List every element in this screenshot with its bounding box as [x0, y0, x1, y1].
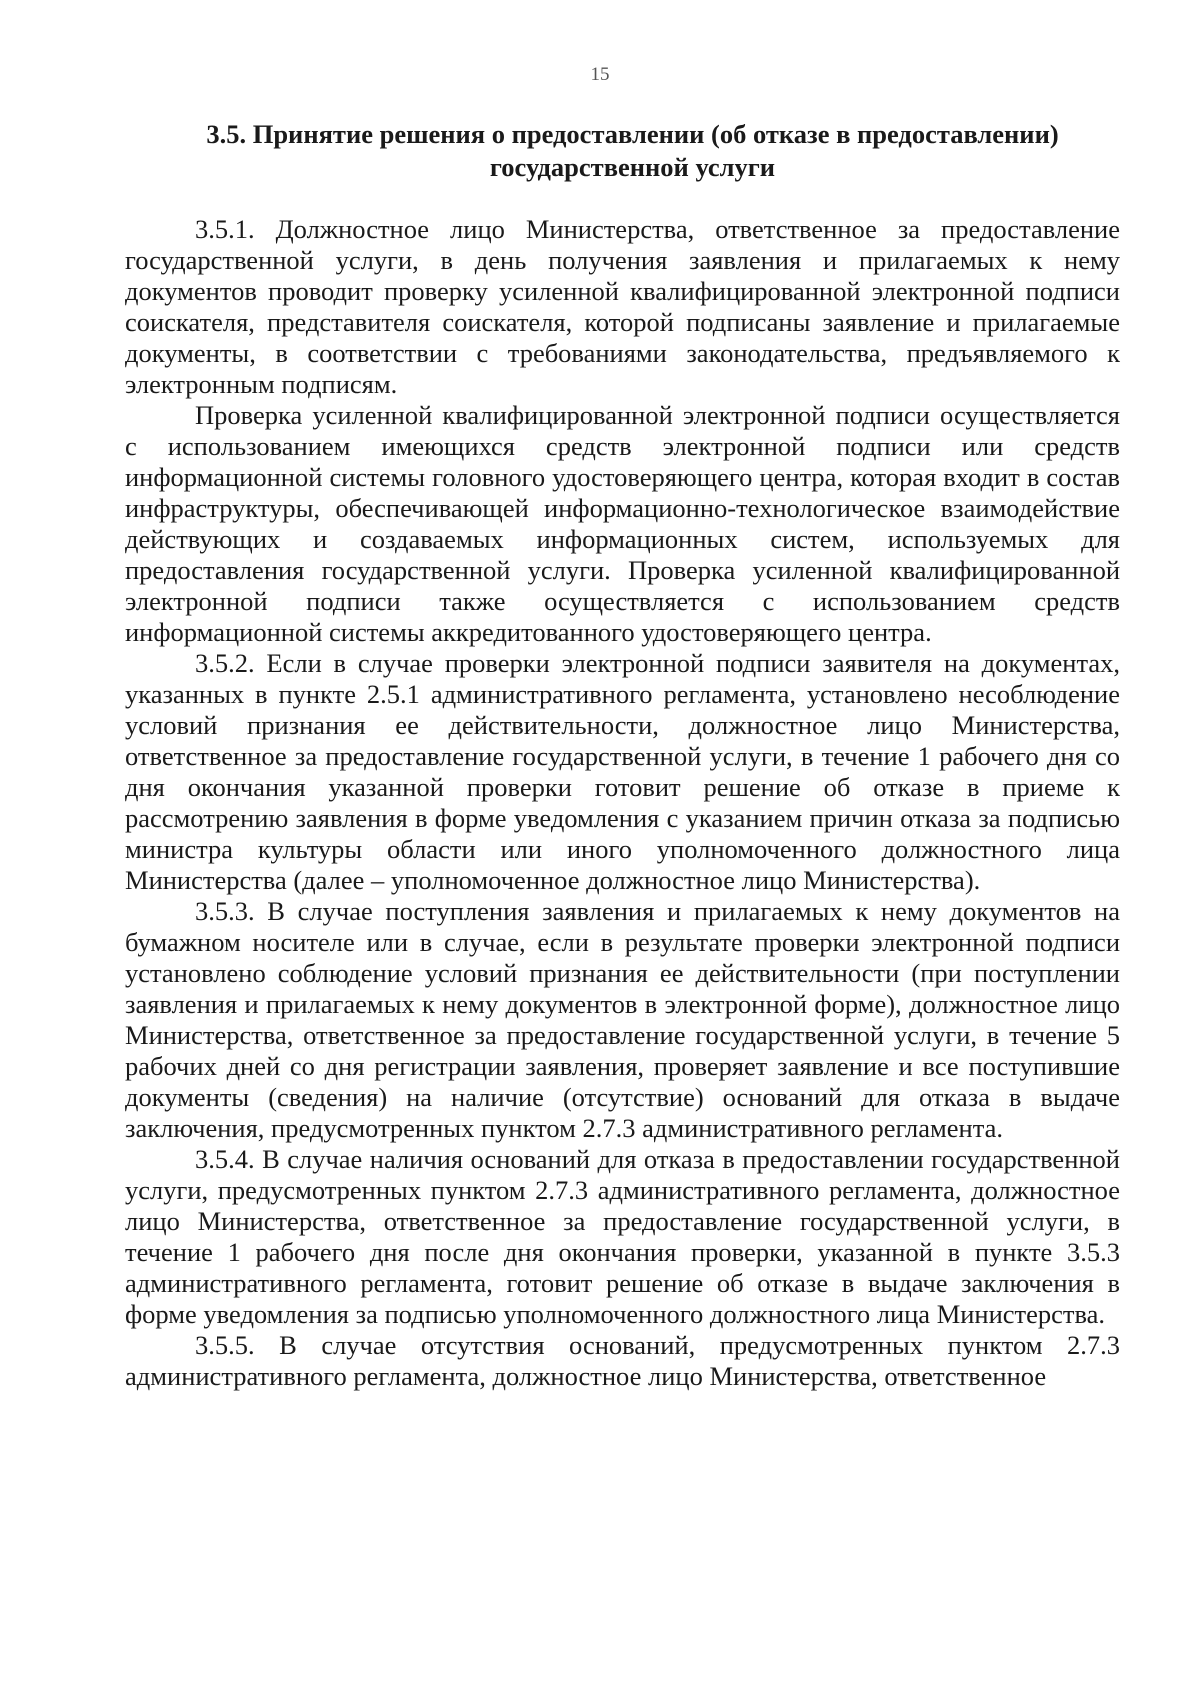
paragraph-3-5-2: 3.5.2. Если в случае проверки электронной подписи заявителя на документах, указанных в пункте 2.5.1 административного регламента, установлено несоблюдение условий признания ее действительности, должностное лицо Министерства, ответственное за предоставление государственной услуги, в течение 1 рабочего дня со дня окончания указанной проверки готовит решение об отказе в приеме к рассмотрению заявления в форме уведомления с указанием причин отказа за подписью министра культуры области или иного уполномоченного должностного лица Министерства (далее – уполномоченное должностное лицо Министерства).: [125, 648, 1120, 895]
page-number: 15: [590, 64, 610, 85]
paragraph-3-5-4: 3.5.4. В случае наличия оснований для отказа в предоставлении государственной услуги, предусмотренных пунктом 2.7.3 административного регламента, должностное лицо Министерства, ответственное за предоставление государственной услуги, в течение 1 рабочего дня после дня окончания проверки, указанной в пункте 3.5.3 административного регламента, готовит решение об отказе в выдаче заключения в форме уведомления за подписью уполномоченного должностного лица Министерства.: [125, 1144, 1120, 1329]
paragraph-3-5-3: 3.5.3. В случае поступления заявления и прилагаемых к нему документов на бумажном носителе или в случае, если в результате проверки электронной подписи установлено соблюдение условий признания ее действительности (при поступлении заявления и прилагаемых к нему документов в электронной форме), должностное лицо Министерства, ответственное за предоставление государственной услуги, в течение 5 рабочих дней со дня регистрации заявления, проверяет заявление и все поступившие документы (сведения) на наличие (отсутствие) оснований для отказа в выдаче заключения, предусмотренных пунктом 2.7.3 административного регламента.: [125, 896, 1120, 1143]
section-heading-line-1: 3.5. Принятие решения о предоставлении (об отказе в предоставлении): [206, 119, 1059, 149]
document-body: [125, 214, 1120, 1392]
section-heading-line-2: государственной услуги: [489, 152, 776, 182]
section-heading: [165, 118, 1100, 184]
paragraph-3-5-1: 3.5.1. Должностное лицо Министерства, ответственное за предоставление государственной услуги, в день получения заявления и прилагаемых к нему документов проводит проверку усиленной квалифицированной электронной подписи соискателя, представителя соискателя, которой подписаны заявление и прилагаемые документы, в соответствии с требованиями законодательства, предъявляемого к электронным подписям.: [125, 214, 1120, 399]
paragraph-3-5-5: 3.5.5. В случае отсутствия оснований, предусмотренных пунктом 2.7.3 административного регламента, должностное лицо Министерства, ответственное: [125, 1330, 1120, 1391]
paragraph-signature-check: Проверка усиленной квалифицированной электронной подписи осуществляется с использованием имеющихся средств электронной подписи или средств информационной системы головного удостоверяющего центра, которая входит в состав инфраструктуры, обеспечивающей информационно-технологическое взаимодействие действующих и создаваемых информационных систем, используемых для предоставления государственной услуги. Проверка усиленной квалифицированной электронной подписи также осуществляется с использованием средств информационной системы аккредитованного удостоверяющего центра.: [125, 400, 1120, 647]
